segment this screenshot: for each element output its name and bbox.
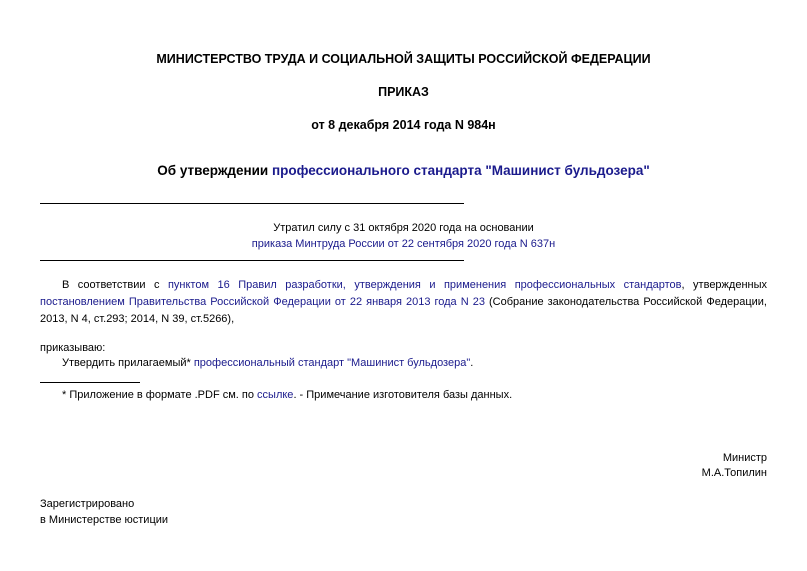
signature-name: М.А.Топилин (701, 467, 767, 479)
repeal-notice (40, 220, 767, 252)
title-standard-link[interactable]: профессионального стандарта "Машинист бульдозера" (271, 163, 650, 178)
registration-line-2: в Министерстве юстиции (40, 514, 169, 526)
signature-position: Министр (722, 452, 767, 464)
footnote (62, 389, 512, 401)
repeal-notice-text: Утратил силу с 31 октября 2020 года на основании (273, 222, 534, 234)
approve-end: . (470, 357, 474, 369)
pdf-appendix-link[interactable]: ссылке (257, 389, 294, 401)
basis-mid: , утвержденных (681, 279, 768, 291)
government-decree-link[interactable]: постановлением Правительства Российской Федерации от 22 января 2013 года N 23 (40, 296, 485, 308)
footnote-rule (40, 382, 140, 383)
rules-point-16-link[interactable]: пунктом 16 Правил разработки, утверждения и применения профессиональных стандартов (167, 279, 682, 291)
approve-line (62, 357, 473, 369)
ministry-heading: МИНИСТЕРСТВО ТРУДА И СОЦИАЛЬНОЙ ЗАЩИТЫ РОССИЙСКОЙ ФЕДЕРАЦИИ (156, 52, 651, 66)
notice-bottom-rule (40, 260, 464, 261)
title-prefix: Об утверждении (157, 163, 272, 178)
footnote-start: * Приложение в формате .PDF см. по (62, 389, 258, 401)
document-type: ПРИКАЗ (378, 85, 429, 99)
repeal-order-link[interactable]: приказа Минтруда России от 22 сентября 2020 года N 637н (251, 238, 556, 250)
basis-paragraph (40, 277, 767, 328)
basis-end: (Собрание законодательства Российской Федерации, 2013, N 4, ст.293; 2014, N 39, ст.5266), (40, 296, 767, 325)
approve-start: Утвердить прилагаемый* (62, 357, 194, 369)
notice-top-rule (40, 203, 464, 204)
order-word: приказываю: (40, 342, 106, 354)
footnote-end: . - Примечание изготовителя базы данных. (293, 389, 513, 401)
registration-line-1: Зарегистрировано (40, 498, 135, 510)
approved-standard-link[interactable]: профессиональный стандарт "Машинист бульдозера" (193, 357, 471, 369)
document-title (40, 163, 767, 178)
document-date-number: от 8 декабря 2014 года N 984н (311, 118, 496, 132)
basis-start: В соответствии с (62, 279, 168, 291)
